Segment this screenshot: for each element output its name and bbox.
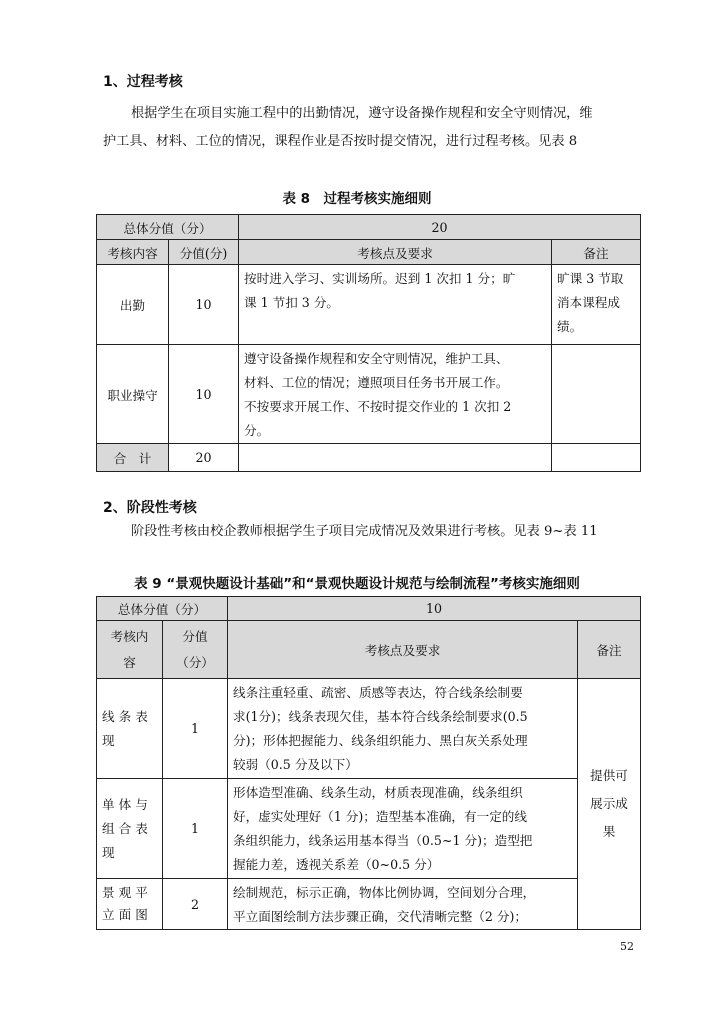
- header-notes: 备注: [578, 621, 641, 679]
- requirement-line: 线条注重轻重、疏密、质感等表达，符合线条绘制要: [233, 685, 523, 700]
- requirement-line: 握能力差，透视关系差（0~0.5 分）: [233, 857, 440, 872]
- sum-value: 20: [169, 444, 239, 472]
- row-item: [97, 779, 163, 879]
- row-requirements: [239, 345, 552, 444]
- table-row-total: [97, 444, 641, 472]
- empty-cell: [552, 444, 641, 472]
- header-item: [97, 621, 163, 679]
- table-process-assessment: [96, 214, 641, 472]
- row-notes: [578, 679, 641, 930]
- table-row: [97, 879, 641, 930]
- note-line: 消本课程成: [557, 295, 620, 310]
- item-line: 单 体 与: [102, 796, 148, 812]
- empty-cell: [239, 444, 552, 472]
- header-item-line: 容: [123, 654, 136, 670]
- header-score: [163, 621, 228, 679]
- table-row: [97, 265, 641, 345]
- requirement-line: 绘制规范，标示正确，物体比例协调，空间划分合理，: [233, 885, 536, 900]
- note-line: 绩。: [557, 319, 583, 334]
- row-item: [97, 679, 163, 779]
- requirement-line: 不按要求开展工作、不按时提交作业的 1 次扣 2: [244, 399, 512, 414]
- requirement-line: 课 1 节扣 3 分。: [244, 295, 340, 310]
- row-score: 10: [169, 265, 239, 345]
- note-line: 提供可: [590, 768, 628, 783]
- section-heading-stage: 2、阶段性考核: [103, 500, 197, 516]
- requirement-line: 好，虚实处理好（1 分)；造型基本准确，有一定的线: [233, 809, 527, 824]
- note-line: 果: [602, 824, 616, 839]
- table-row: [97, 679, 641, 779]
- table-stage-assessment: [96, 596, 641, 930]
- requirement-line: 较弱（0.5 分及以下）: [233, 757, 358, 772]
- row-item: 出勤: [97, 265, 169, 345]
- header-requirements: 考核点及要求: [228, 621, 578, 679]
- requirement-line: 按时进入学习、实训场所。迟到 1 次扣 1 分；旷: [244, 271, 516, 286]
- page-number: 52: [620, 940, 634, 953]
- row-score: 2: [163, 879, 228, 930]
- header-requirements: 考核点及要求: [239, 240, 552, 265]
- row-notes: [552, 265, 641, 345]
- table-row: [97, 779, 641, 879]
- row-score: 1: [163, 779, 228, 879]
- item-line: 组 合 表: [102, 820, 148, 836]
- requirement-line: 形体造型准确、线条生动，材质表现准确，线条组织: [233, 785, 523, 800]
- total-score-value: 20: [239, 215, 641, 240]
- table-row: [97, 345, 641, 444]
- row-notes: [552, 345, 641, 444]
- row-item: 职业操守: [97, 345, 169, 444]
- total-score-label: 总体分值（分）: [97, 215, 239, 240]
- total-score-label: 总体分值（分）: [97, 597, 228, 621]
- item-line: 线 条 表: [102, 708, 148, 724]
- header-score: 分值(分): [169, 240, 239, 265]
- paragraph-line: 阶段性考核由校企教师根据学生子项目完成情况及效果进行考核。见表 9~表 11: [131, 524, 598, 539]
- requirement-line: 条组织能力，线条运用基本得当（0.5~1 分)；造型把: [233, 833, 533, 848]
- header-notes: 备注: [552, 240, 641, 265]
- section-heading-process: 1、过程考核: [103, 74, 183, 90]
- row-requirements: [228, 879, 578, 930]
- requirement-line: 平立面图绘制方法步骤正确，交代清晰完整（2 分)；: [233, 909, 527, 924]
- header-item: 考核内容: [97, 240, 169, 265]
- row-item: [97, 879, 163, 930]
- header-score-line: 分值: [182, 628, 208, 644]
- header-item-line: 考核内: [110, 628, 149, 644]
- requirement-line: 分。: [244, 423, 270, 438]
- table-caption: 表 8 过程考核实施细则: [282, 191, 432, 207]
- paragraph-line: 根据学生在项目实施工程中的出勤情况，遵守设备操作规程和安全守则情况，维: [131, 106, 593, 121]
- requirement-line: 遵守设备操作规程和安全守则情况，维护工具、: [244, 351, 509, 366]
- item-line: 景 观 平: [102, 885, 148, 900]
- table-caption: 表 9 “景观快题设计基础”和“景观快题设计规范与绘制流程”考核实施细则: [134, 576, 580, 592]
- item-line: 立 面 图: [102, 907, 148, 922]
- header-score-line: （分）: [176, 654, 214, 670]
- row-requirements: [228, 679, 578, 779]
- paragraph-line: 护工具、材料、工位的情况，课程作业是否按时提交情况，进行过程考核。见表 8: [103, 134, 578, 149]
- requirement-line: 材料、工位的情况；遵照项目任务书开展工作。: [244, 375, 509, 390]
- requirement-line: 分)；形体把握能力、线条组织能力、黑白灰关系处理: [233, 733, 528, 748]
- row-requirements: [239, 265, 552, 345]
- total-score-value: 10: [228, 597, 641, 621]
- row-requirements: [228, 779, 578, 879]
- item-line: 现: [102, 844, 115, 860]
- row-score: 1: [163, 679, 228, 779]
- note-line: 展示成: [590, 796, 628, 811]
- requirement-line: 求(1分)；线条表现欠佳，基本符合线条绘制要求(0.5: [233, 709, 528, 724]
- note-line: 旷课 3 节取: [557, 271, 624, 286]
- item-line: 现: [102, 732, 115, 748]
- sum-label: 合 计: [97, 444, 169, 472]
- row-score: 10: [169, 345, 239, 444]
